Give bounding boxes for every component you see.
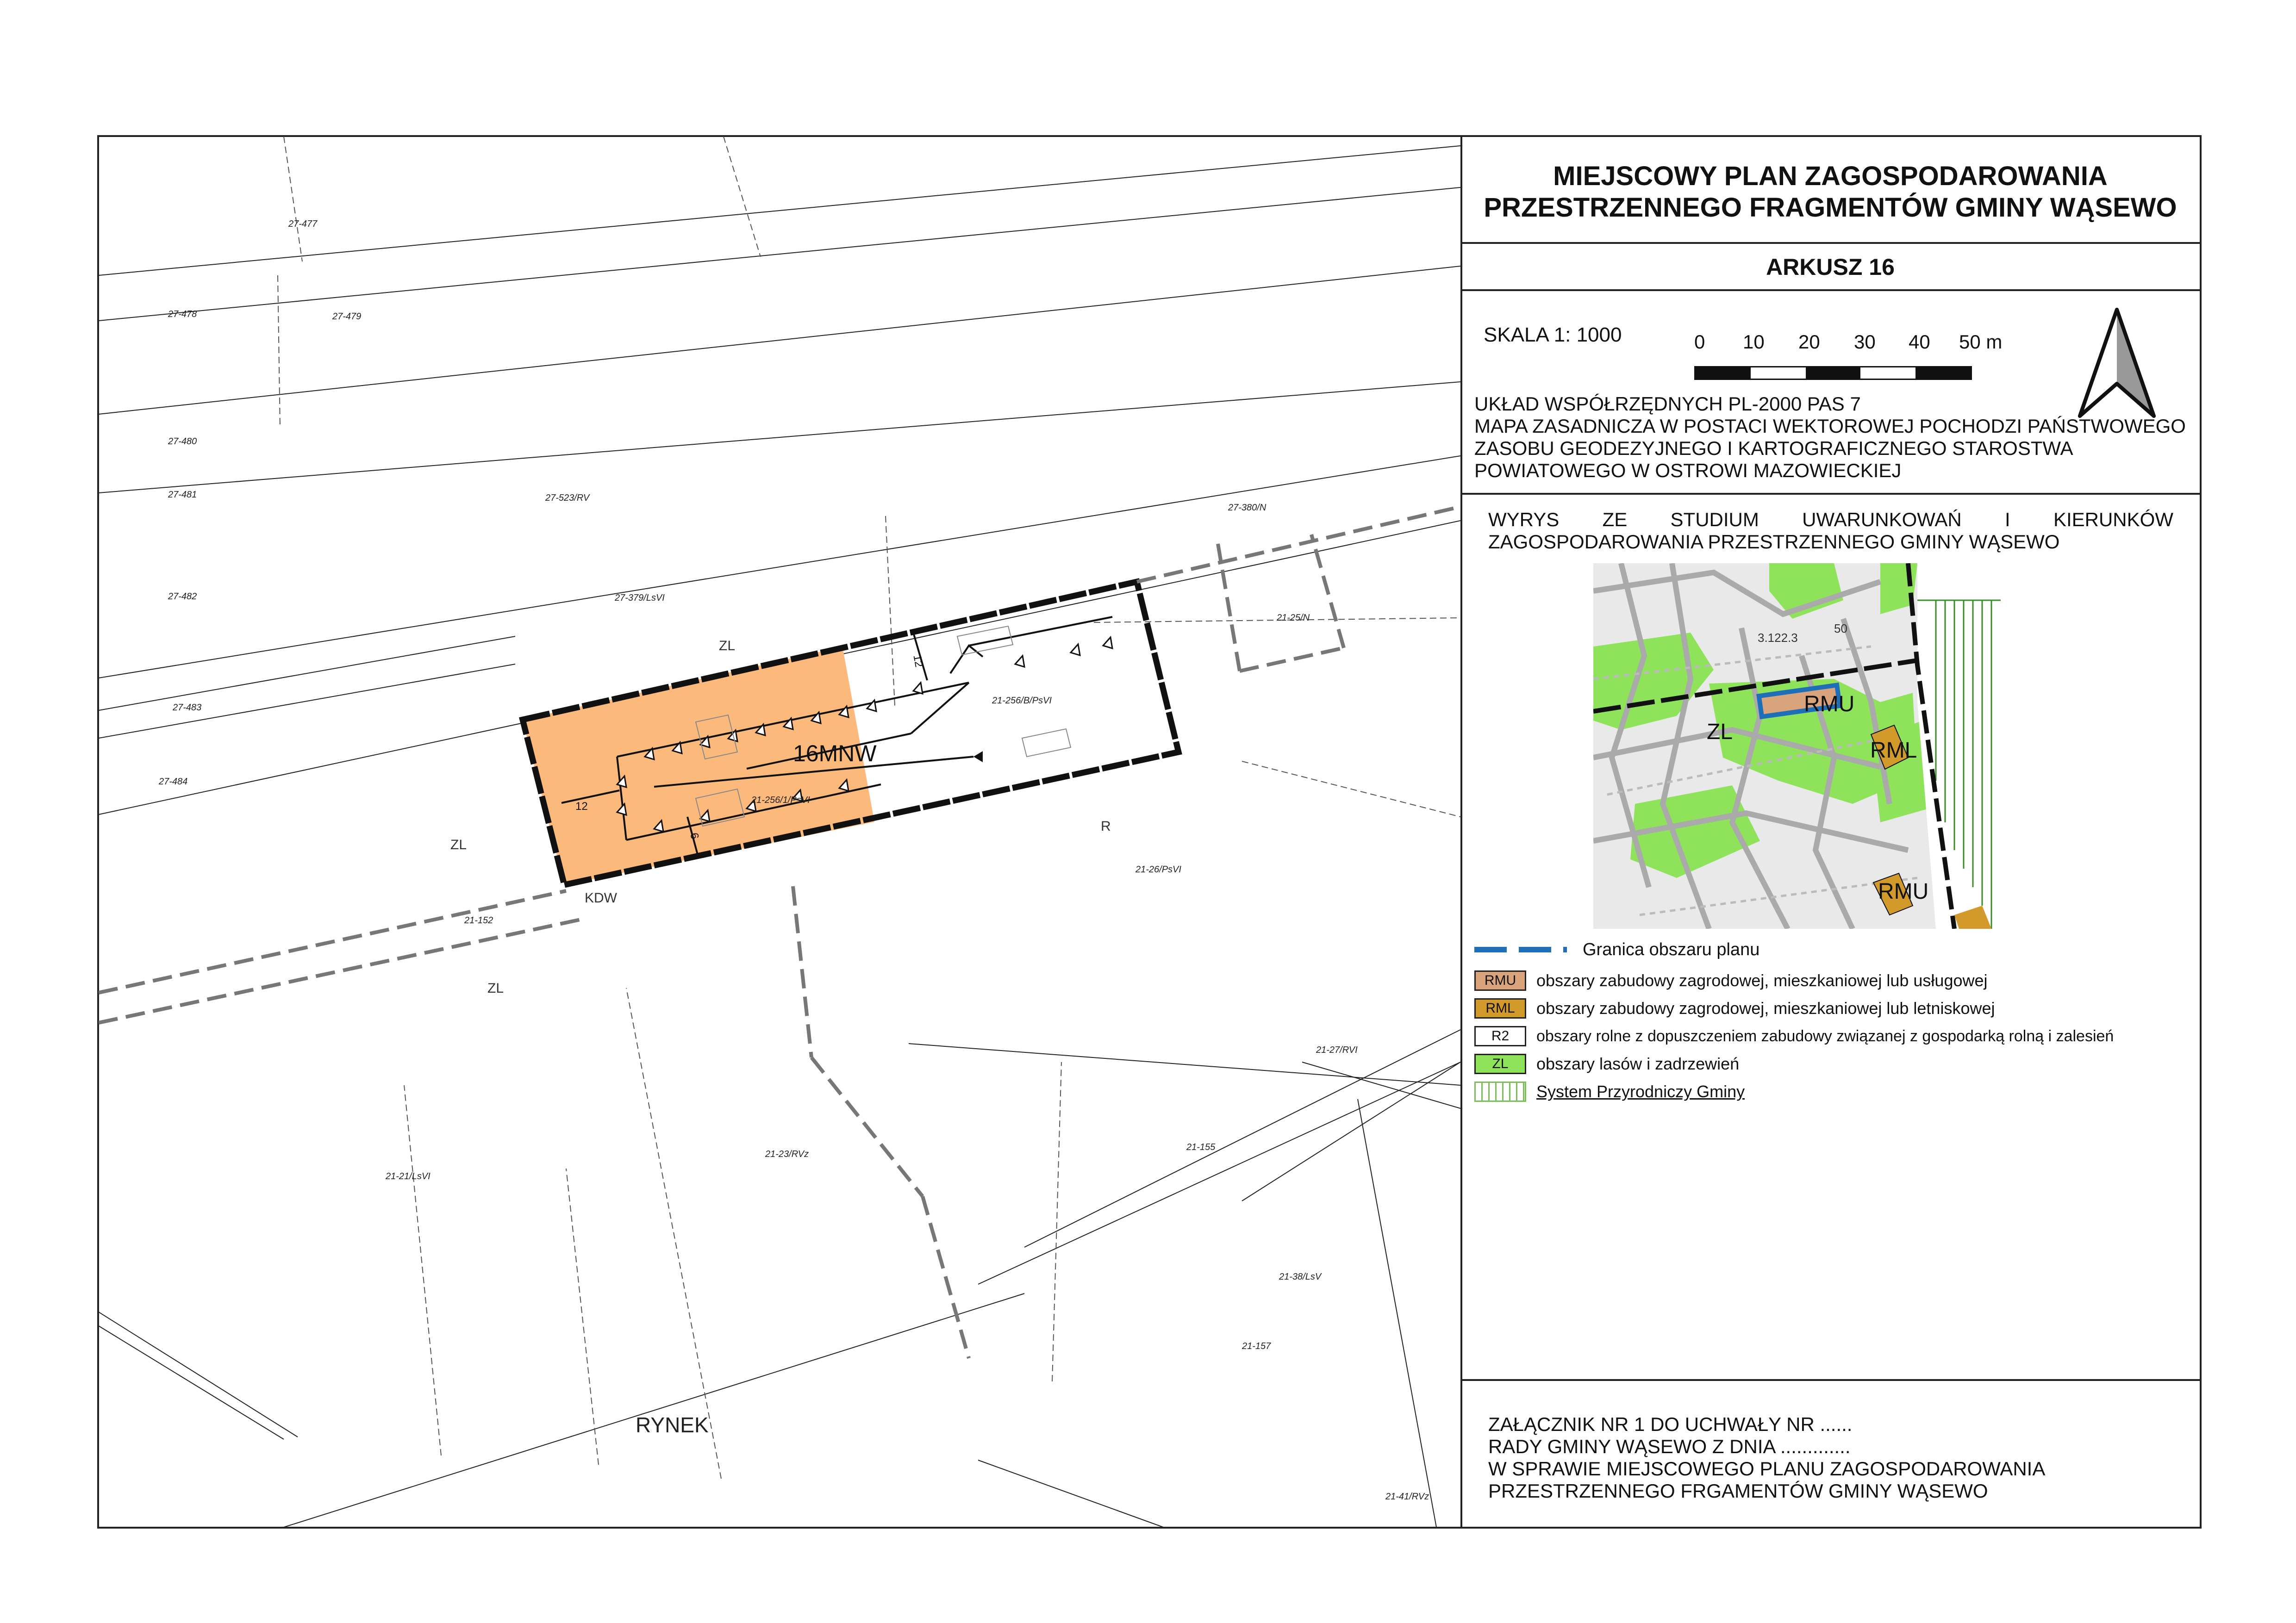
parcel-21-152: 21-152 xyxy=(464,915,493,926)
legend-item-rml xyxy=(1474,997,1995,1020)
parcel-27-379: 27-379/LsVI xyxy=(615,593,665,603)
plan-title-line1: MIEJSCOWY PLAN ZAGOSPODAROWANIA xyxy=(1553,161,2108,191)
scale-label: SKALA 1: 1000 xyxy=(1484,323,1622,346)
boundary-line-icon xyxy=(1474,943,1567,957)
parcel-21-157: 21-157 xyxy=(1242,1341,1271,1351)
inset-label-rmu-top: RMU xyxy=(1804,692,1855,716)
map-view xyxy=(99,137,1460,1527)
study-extract-block xyxy=(1460,495,2200,1381)
study-heading-word: WYRYS xyxy=(1488,509,1560,530)
info-panel xyxy=(1460,137,2200,1527)
legend-swatch-r2: R2 xyxy=(1474,1026,1526,1046)
parcel-27-477: 27-477 xyxy=(288,219,318,229)
inset-label-parcel: 3.122.3 xyxy=(1758,631,1798,645)
parcel-21-21: 21-21/LsVI xyxy=(386,1171,430,1181)
study-heading-word: UWARUNKOWAŃ xyxy=(1802,509,1962,530)
parcel-21-27: 21-27/RVI xyxy=(1316,1045,1358,1055)
kdw-label: KDW xyxy=(585,890,617,906)
legend-label-rml: obszary zabudowy zagrodowej, mieszkaniowej lub letniskowej xyxy=(1536,999,1995,1018)
parcel-27-480: 27-480 xyxy=(168,436,197,447)
r-label: R xyxy=(1101,819,1111,834)
scale-block xyxy=(1460,291,2200,495)
annex-line2: RADY GMINY WĄSEWO Z DNIA ............. xyxy=(1488,1436,1851,1457)
legend-item-rmu xyxy=(1474,969,1988,992)
scale-bar-segments xyxy=(1694,366,1972,380)
parcel-27-380: 27-380/N xyxy=(1228,503,1267,513)
legend-boundary xyxy=(1474,938,1759,961)
rynek-label: RYNEK xyxy=(636,1413,709,1437)
scale-tick-30: 30 xyxy=(1854,331,1876,353)
zl-label-left: ZL xyxy=(450,837,467,852)
parcel-21-23: 21-23/RVz xyxy=(765,1149,809,1159)
legend-item-system xyxy=(1474,1080,1745,1103)
scale-tick-0: 0 xyxy=(1694,331,1705,353)
annex-block xyxy=(1460,1381,2200,1527)
dim-6: 6 xyxy=(687,832,701,840)
parcel-27-484: 27-484 xyxy=(159,777,188,787)
zone-label-16mnw: 16MNW xyxy=(793,740,877,766)
parcel-21-41: 21-41/RVz xyxy=(1385,1492,1429,1502)
study-heading-line2: ZAGOSPODAROWANIA PRZESTRZENNEGO GMINY WĄSEWO xyxy=(1488,531,2060,553)
annex-line4: PRZESTRZENNEGO FRGAMENTÓW GMINY WĄSEWO xyxy=(1488,1480,1988,1502)
annex-line3: W SPRAWIE MIEJSCOWEGO PLANU ZAGOSPODAROWANIA xyxy=(1488,1458,2046,1480)
scale-tick-20: 20 xyxy=(1798,331,1820,353)
legend-boundary-label: Granica obszaru planu xyxy=(1583,939,1760,959)
scale-tick-50: 50 m xyxy=(1959,331,2003,353)
dim-12-top: 12 xyxy=(911,653,925,668)
legend-label-r2: obszary rolne z dopuszczeniem zabudowy związanej z gospodarką rolną i zalesień xyxy=(1536,1027,2114,1045)
parcel-27-481: 27-481 xyxy=(168,490,197,500)
parcel-27-482: 27-482 xyxy=(168,591,197,602)
coordinate-system-note: UKŁAD WSPÓŁRZĘDNYCH PL-2000 PAS 7 xyxy=(1474,393,1861,415)
legend-item-r2 xyxy=(1474,1025,2114,1048)
parcel-21-25: 21-25/N xyxy=(1277,613,1310,623)
source-note-line2: MAPA ZASADNICZA W POSTACI WEKTOROWEJ POCHODZI PAŃSTWOWEGO xyxy=(1474,415,2186,437)
study-heading-word: ZE xyxy=(1602,509,1628,530)
scale-tick-40: 40 xyxy=(1909,331,1930,353)
parcel-21-155: 21-155 xyxy=(1186,1142,1216,1152)
sheet-number: ARKUSZ 16 xyxy=(1766,254,1895,280)
inset-label-number: 50 xyxy=(1834,622,1847,635)
legend-swatch-system xyxy=(1474,1082,1526,1102)
legend-label-rmu: obszary zabudowy zagrodowej, mieszkaniowej lub usługowej xyxy=(1536,971,1988,990)
study-heading-line1 xyxy=(1488,509,2173,531)
legend-item-zl xyxy=(1474,1052,1739,1076)
annex-line1: ZAŁĄCZNIK NR 1 DO UCHWAŁY NR ...... xyxy=(1488,1413,1853,1435)
study-heading-word: KIERUNKÓW xyxy=(2053,509,2173,530)
parcel-21-26: 21-26/PsVI xyxy=(1136,864,1181,875)
inset-label-rmu-bottom: RMU xyxy=(1878,879,1929,904)
legend-swatch-zl: ZL xyxy=(1474,1054,1526,1074)
plan-title-line2: PRZESTRZENNEGO FRAGMENTÓW GMINY WĄSEWO xyxy=(1484,193,2177,223)
parcel-21-38: 21-38/LsV xyxy=(1279,1272,1322,1282)
parcel-21-256b: 21-256/B/PsVI xyxy=(992,696,1052,706)
parcel-27-479: 27-479 xyxy=(332,311,362,322)
parcel-21-256-1: 21-256/1/PsVI xyxy=(751,795,810,805)
legend-swatch-rml: RML xyxy=(1474,998,1526,1019)
study-heading-word: STUDIUM xyxy=(1670,509,1759,530)
scale-tick-10: 10 xyxy=(1743,331,1765,353)
source-note-line3: ZASOBU GEODEZYJNEGO I KARTOGRAFICZNEGO STAROSTWA xyxy=(1474,437,2073,459)
legend-swatch-rmu: RMU xyxy=(1474,970,1526,991)
parcel-27-523: 27-523/RV xyxy=(545,493,590,503)
north-arrow-icon xyxy=(2071,305,2163,425)
inset-label-zl: ZL xyxy=(1707,720,1733,744)
legend-label-zl: obszary lasów i zadrzewień xyxy=(1536,1054,1740,1073)
dim-12-left: 12 xyxy=(575,800,588,813)
sheet-block xyxy=(1460,244,2200,291)
study-inset-map xyxy=(1593,563,2001,929)
inset-label-rml: RML xyxy=(1870,738,1917,763)
parcel-27-478: 27-478 xyxy=(168,309,197,319)
study-heading-word: I xyxy=(2004,509,2010,530)
source-note-line4: POWIATOWEGO W OSTROWI MAZOWIECKIEJ xyxy=(1474,460,1902,481)
title-block xyxy=(1460,137,2200,244)
legend-label-system: System Przyrodniczy Gminy xyxy=(1536,1082,1745,1101)
zl-label-road: ZL xyxy=(487,981,504,996)
parcel-27-483: 27-483 xyxy=(173,703,202,713)
zl-label-top: ZL xyxy=(719,638,736,653)
